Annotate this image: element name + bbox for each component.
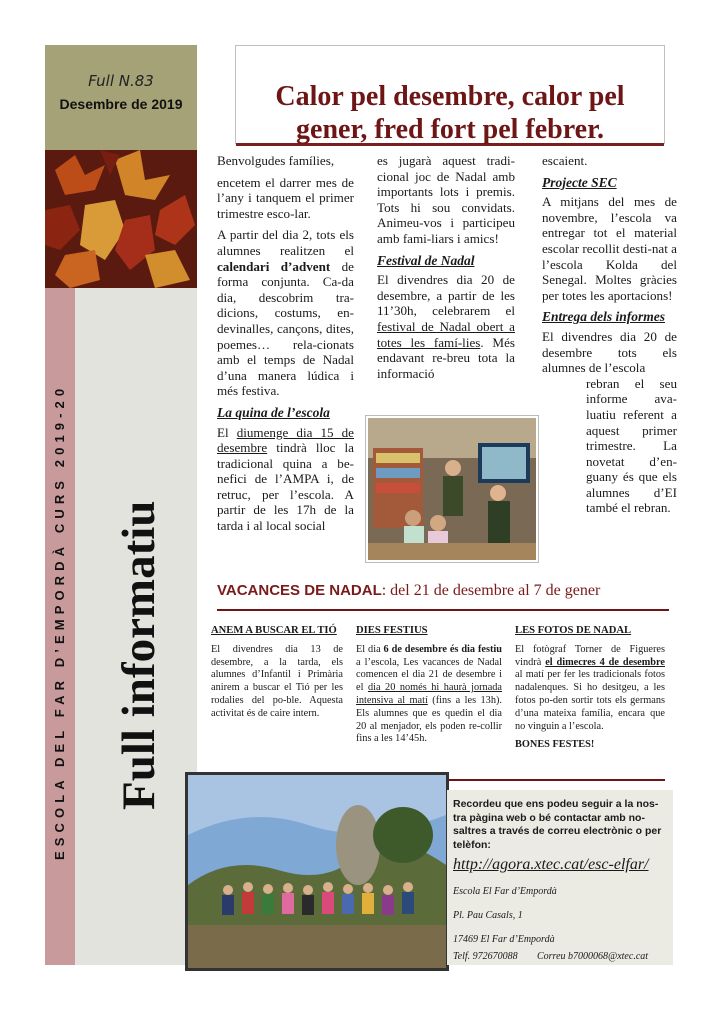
- intro-paragraph: encetem el darrer mes de l’any i tanquem el primer trimestre esco-lar.: [217, 174, 354, 221]
- issue-date: Desembre de 2019: [59, 96, 183, 112]
- news-box-fotos: [515, 625, 665, 756]
- group-photo: [185, 772, 449, 971]
- contact-box: [447, 790, 673, 965]
- festival-continued: escaient.: [542, 153, 588, 168]
- section-heading-festival: Festival de Nadal: [377, 252, 475, 268]
- school-city: 17469 El Far d’Empordà: [453, 934, 555, 945]
- quina-paragraph: El diumenge dia 15 de desembre tindrà lloc la tradicional quina a be-nefici de l’AMPA i, de retruc, per l’escola. A partir de les 17h de la tarda i al local social: [217, 424, 354, 534]
- autumn-leaves-image: [45, 150, 197, 288]
- box-title-tio: ANEM A BUSCAR EL TIÓ: [211, 625, 337, 636]
- box-title-fotos: LES FOTOS DE NADAL: [515, 625, 632, 636]
- school-email[interactable]: Correu b7000068@xtec.cat: [537, 951, 649, 962]
- issue-number: Full N.83: [88, 72, 154, 90]
- news-box-tio: [211, 625, 343, 725]
- school-name: Escola El Far d’Empordà: [453, 886, 557, 897]
- box-title-festius: DIES FESTIUS: [356, 625, 428, 636]
- news-box-festius: [356, 625, 502, 750]
- informes-paragraph: El divendres dia 20 de desembre tots els alumnes de l’escola: [542, 328, 677, 376]
- contact-intro: Recordeu que ens podeu seguir a la nos-tra pàgina web o bé contactar amb no-saltres a través de correu electrònic o per telèfon:: [453, 798, 662, 851]
- divider-line-contact: [447, 779, 665, 781]
- box-text-tio: El divendres dia 13 de desembre, a la tarda, els alumnes d’Infantil i Primària anirem a buscar el Tió per les rodalies del po-ble. Aquesta activitat és de caire intern.: [211, 643, 343, 719]
- divider-line: [217, 609, 669, 611]
- closing-greeting: BONES FESTES!: [515, 739, 595, 751]
- box-text-fotos: El fotògraf Torner de Figueres vindrà el dimecres 4 de desembre al matí per fer les tradicionals fotos nadalenques. Si ho desitgeu, a les fotos po-den sortir tots els germans d’una mateixa família, encara que no vinguin a l’escola.: [515, 643, 665, 732]
- informes-paragraph-continued: rebran el seu informe ava-luatiu referent a aquest primer trimestre. La novetat d’en-guany és que els alumnes d’EI també el rebran.: [586, 375, 677, 516]
- box-text-festius: El dia 6 de desembre és dia festiu a l’escola, Les vacances de Nadal comencen el dia 21 de desembre i el dia 20 només hi haurà jornada intensiva al matí (fins a les 13h). Els alumnes que es quedin el dia 20 al menjador, els poden re-collir fins a les 14’45h.: [356, 643, 502, 745]
- headline: Calor pel desembre, calor pel gener, fred fort pel febrer.: [275, 81, 625, 145]
- article-column-1: [217, 153, 354, 540]
- article-column-3: [542, 153, 677, 522]
- sec-paragraph: A mitjans del mes de novembre, l’escola va entregar tot el material escolar recollit desti-nat a l’escola Kolda del Senegal. Moltes gràcies per totes les aportacions!: [542, 194, 677, 303]
- headline-box: [235, 45, 665, 144]
- festival-paragraph: El divendres dia 20 de desembre, a partir de les 11’30h, celebrarem el festival de Nadal obert a totes les famí-lies. Més endavant re-breu tota la informació: [377, 272, 515, 381]
- advent-paragraph: A partir del dia 2, tots els alumnes realitzen el calendari d’advent de forma conjunta. Ca-da dia, descobrim tra-dicions, costums, en-devinalles, cançons, dites, poemes… rela-cionats amb el temps de Nadal d’una manera lúdica i més festiva.: [217, 227, 354, 399]
- school-address: Pl. Pau Casals, 1: [453, 910, 523, 921]
- greeting: Benvolgudes famílies,: [217, 153, 335, 168]
- section-heading-quina: La quina de l’escola: [217, 404, 330, 420]
- holiday-banner: VACANCES DE NADAL: del 21 de desembre al 7 de gener: [217, 582, 601, 599]
- school-phone: Telf. 972670088: [453, 951, 518, 962]
- article-column-2: [377, 153, 515, 387]
- classroom-photo: [366, 416, 538, 562]
- quina-continued: es jugarà aquest tradi-cional joc de Nadal amb importants lots i premis. Tots hi sou convidats. Animeu-vos i participeu amb fami-liars i amics!: [377, 153, 515, 246]
- website-link[interactable]: http://agora.xtec.cat/esc-elfar/: [453, 856, 649, 873]
- section-heading-sec: Projecte SEC: [542, 174, 617, 190]
- section-heading-informes: Entrega dels informes: [542, 309, 666, 325]
